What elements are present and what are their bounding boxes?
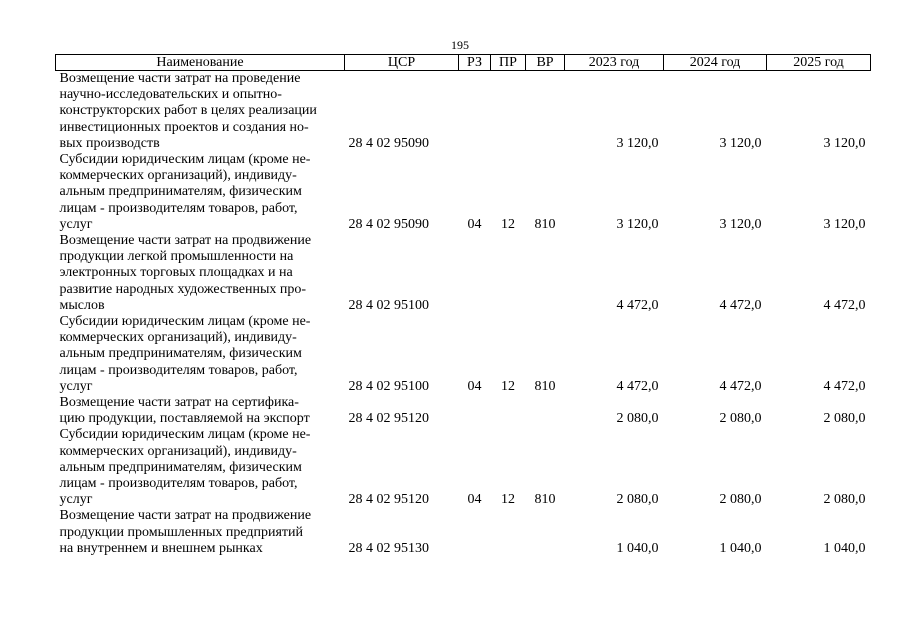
header-csr: ЦСР xyxy=(345,55,459,71)
header-vr: ВР xyxy=(526,55,565,71)
row-2023: 3 120,0 xyxy=(616,135,659,151)
table-body xyxy=(56,71,871,558)
row-name-line: лицам - производителям товаров, работ, xyxy=(59,200,298,216)
row-rz: 04 xyxy=(467,492,482,508)
row-2025: 2 080,0 xyxy=(823,411,866,427)
row-name xyxy=(56,314,345,395)
row-name-line: альным предпринимателям, физическим xyxy=(59,459,302,475)
row-2023: 4 472,0 xyxy=(616,378,659,394)
row-vr xyxy=(526,233,565,314)
row-csr: 28 4 02 95120 xyxy=(348,492,429,508)
row-name-line: цию продукции, поставляемой на экспорт xyxy=(59,411,310,427)
row-pr xyxy=(491,71,526,153)
row-rz xyxy=(459,71,491,153)
row-name xyxy=(56,395,345,427)
row-name xyxy=(56,71,345,153)
row-name-line: услуг xyxy=(59,216,93,232)
row-name xyxy=(56,508,345,557)
row-2024: 3 120,0 xyxy=(719,135,762,151)
row-pr: 12 xyxy=(501,492,515,508)
row-2025: 3 120,0 xyxy=(823,216,866,232)
row-csr: 28 4 02 95130 xyxy=(348,540,429,556)
budget-table xyxy=(55,54,871,557)
table-row xyxy=(56,71,871,153)
row-name xyxy=(56,152,345,233)
table-row xyxy=(56,233,871,314)
row-2024: 4 472,0 xyxy=(719,297,762,313)
row-pr: 12 xyxy=(501,378,515,394)
row-2023: 1 040,0 xyxy=(616,540,659,556)
table-row xyxy=(56,152,871,233)
row-csr: 28 4 02 95090 xyxy=(348,216,429,232)
row-name-line: конструкторских работ в целях реализации xyxy=(59,103,317,119)
row-2025: 1 040,0 xyxy=(823,540,866,556)
table-row xyxy=(56,427,871,508)
row-pr: 12 xyxy=(501,216,515,232)
row-2024: 1 040,0 xyxy=(719,540,762,556)
row-vr: 810 xyxy=(534,216,556,232)
row-2024: 2 080,0 xyxy=(719,411,762,427)
row-name xyxy=(56,233,345,314)
row-2023: 2 080,0 xyxy=(616,411,659,427)
row-rz: 04 xyxy=(467,216,482,232)
row-2025: 2 080,0 xyxy=(823,492,866,508)
row-vr: 810 xyxy=(534,492,556,508)
row-2024: 3 120,0 xyxy=(719,216,762,232)
row-name-line: Субсидии юридическим лицам (кроме не- xyxy=(59,152,311,168)
row-vr xyxy=(526,71,565,153)
row-vr xyxy=(526,395,565,427)
row-csr: 28 4 02 95100 xyxy=(348,378,429,394)
row-name-line: коммерческих организаций), индивиду- xyxy=(59,330,297,346)
header-pr: ПР xyxy=(491,55,526,71)
row-rz: 04 xyxy=(467,378,482,394)
row-csr: 28 4 02 95100 xyxy=(348,297,429,313)
row-rz xyxy=(459,508,491,557)
row-vr: 810 xyxy=(534,378,556,394)
row-rz xyxy=(459,233,491,314)
header-2023: 2023 год xyxy=(565,55,664,71)
row-2024: 2 080,0 xyxy=(719,492,762,508)
row-vr xyxy=(526,508,565,557)
row-csr: 28 4 02 95120 xyxy=(348,411,429,427)
row-name-line: Возмещение части затрат на сертифика- xyxy=(59,395,299,411)
row-pr xyxy=(491,233,526,314)
row-name-line: услуг xyxy=(59,378,93,394)
row-name-line: альным предпринимателям, физическим xyxy=(59,184,302,200)
row-name-line: лицам - производителям товаров, работ, xyxy=(59,476,298,492)
row-name-line: развитие народных художественных про- xyxy=(59,281,307,297)
row-name-line: услуг xyxy=(59,492,93,508)
header-rz: РЗ xyxy=(459,55,491,71)
row-name-line: Возмещение части затрат на продвижение xyxy=(59,233,312,249)
row-name-line: мыслов xyxy=(59,297,105,313)
row-2025: 4 472,0 xyxy=(823,297,866,313)
table-row xyxy=(56,395,871,427)
row-name-line: коммерческих организаций), индивиду- xyxy=(59,443,297,459)
table-row xyxy=(56,508,871,557)
row-name-line: электронных торговых площадках и на xyxy=(59,265,293,281)
row-name-line: Возмещение части затрат на продвижение xyxy=(59,508,312,524)
row-pr xyxy=(491,395,526,427)
row-rz xyxy=(459,395,491,427)
row-name-line: инвестиционных проектов и создания но- xyxy=(59,119,309,135)
page-number: 195 xyxy=(451,38,469,52)
header-2025: 2025 год xyxy=(767,55,871,71)
row-name xyxy=(56,427,345,508)
row-name-line: Субсидии юридическим лицам (кроме не- xyxy=(59,427,311,443)
header-2024: 2024 год xyxy=(664,55,767,71)
row-2023: 4 472,0 xyxy=(616,297,659,313)
row-2023: 2 080,0 xyxy=(616,492,659,508)
row-name-line: вых производств xyxy=(59,135,160,151)
row-2024: 4 472,0 xyxy=(719,378,762,394)
row-name-line: продукции промышленных предприятий xyxy=(59,524,304,540)
row-2025: 3 120,0 xyxy=(823,135,866,151)
row-name-line: Возмещение части затрат на проведение xyxy=(59,71,301,86)
table-row xyxy=(56,314,871,395)
row-name-line: продукции легкой промышленности на xyxy=(59,249,294,265)
row-2025: 4 472,0 xyxy=(823,378,866,394)
row-name-line: на внутреннем и внешнем рынках xyxy=(59,540,263,556)
row-name-line: коммерческих организаций), индивиду- xyxy=(59,168,297,184)
row-name-line: альным предпринимателям, физическим xyxy=(59,346,302,362)
header-name: Наименование xyxy=(56,55,345,71)
row-pr xyxy=(491,508,526,557)
row-name-line: научно-исследовательских и опытно- xyxy=(59,87,282,103)
row-2023: 3 120,0 xyxy=(616,216,659,232)
row-name-line: лицам - производителям товаров, работ, xyxy=(59,362,298,378)
table-header-row xyxy=(56,55,871,71)
row-name-line: Субсидии юридическим лицам (кроме не- xyxy=(59,314,311,330)
row-csr: 28 4 02 95090 xyxy=(348,135,429,151)
